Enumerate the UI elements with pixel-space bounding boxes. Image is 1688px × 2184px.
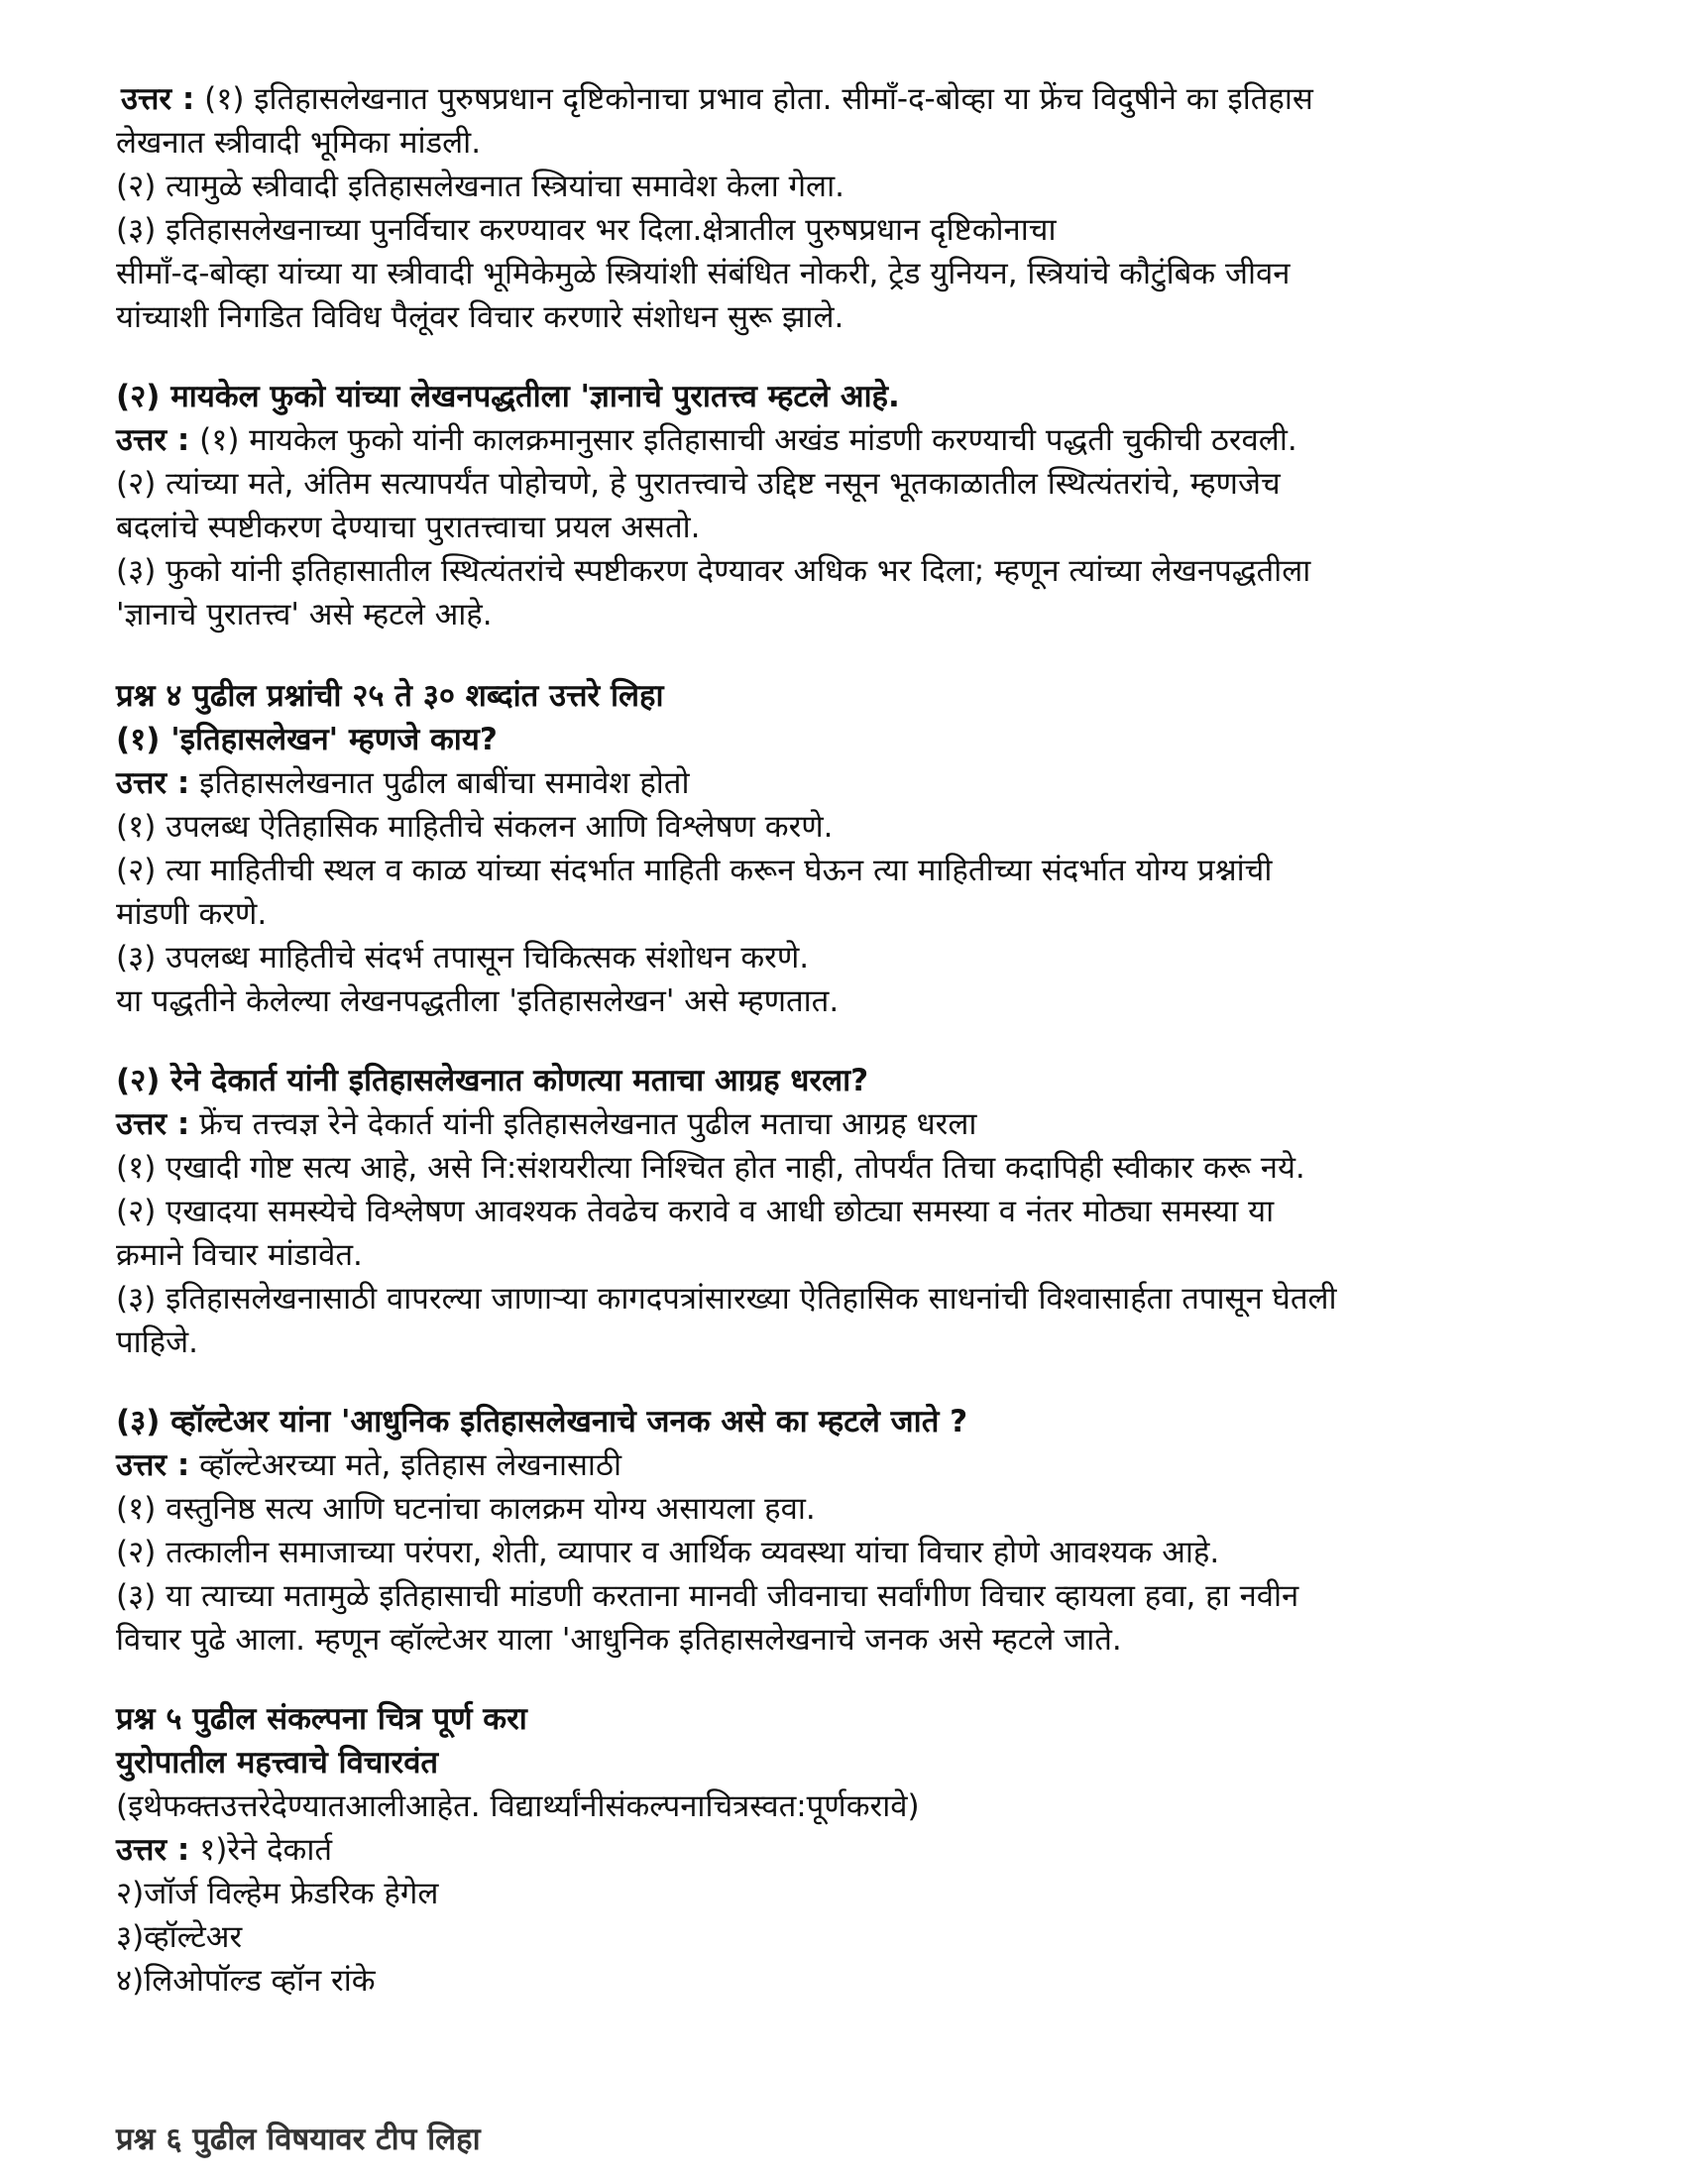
answer-line [121,79,1588,119]
answer-line: २)जॉर्ज विल्हेम फ्रेडरिक हेगेल [116,1876,439,1911]
answer-line: (३) उपलब्ध माहितीचे संदर्भ तपासून चिकित्सक संशोधन करणे. [116,940,810,976]
answer-line: क्रमाने विचार मांडावेत. [116,1237,363,1273]
question-heading: (३) व्हॉल्टेअर यांना 'आधुनिक इतिहासलेखनाचे जनक असे का म्हटले जाते ? [116,1404,968,1439]
answer-label: उत्तर : [116,1106,190,1142]
answer-line: (२) त्यामुळे स्त्रीवादी इतिहासलेखनात स्त्रियांचा समावेश केला गेला. [116,169,844,204]
answer-line: लेखनात स्त्रीवादी भूमिका मांडली. [116,125,482,161]
answer-line: (२) त्यांच्या मते, अंतिम सत्यापर्यंत पोहोचणे, हे पुरातत्त्वाचे उद्दिष्ट नसून भूतकाळातील स्थित्यंतरांचे, म्हणजेच [116,466,1281,502]
answer-label: उत्तर : [116,422,190,458]
answer-line: (१) वस्तुनिष्ठ सत्य आणि घटनांचा कालक्रम योग्य असायला हवा. [116,1491,816,1527]
answer-text: इतिहासलेखनात पुढील बाबींचा समावेश होतो [199,765,690,801]
answer-line: बदलांचे स्पष्टीकरण देण्याचा पुरातत्त्वाचा प्रयल असतो. [116,510,701,545]
section-heading: प्रश्न ५ पुढील संकल्पना चित्र पूर्ण करा [116,1701,527,1737]
answer-line: पाहिजे. [116,1324,198,1360]
answer-line: 'ज्ञानाचे पुरातत्त्व' असे म्हटले आहे. [116,597,493,632]
answer-label: उत्तर : [116,765,190,801]
answer-line [116,1104,1583,1144]
answer-line: या पद्धतीने केलेल्या लेखनपद्धतीला 'इतिहासलेखन' असे म्हणतात. [116,983,840,1019]
answer-line: सीमॉं-द-बोव्हा यांच्या या स्त्रीवादी भूमिकेमुळे स्त्रियांशी संबंधित नोकरी, ट्रेड युनियन, स्त्रियांचे कौटुंबिक जीवन [116,256,1291,291]
answer-line: (२) एखादया समस्येचे विश्लेषण आवश्यक तेवढेच करावे व आधी छोट्या समस्या व नंतर मोठ्या समस्या या [116,1194,1275,1229]
answer-line: ४)लिओपॉल्ड व्हॉन रांके [116,1963,376,1999]
question-heading: युरोपातील महत्त्वाचे विचारवंत [116,1745,439,1781]
cut-off-line [116,2110,631,2157]
answer-line: ३)व्हॉल्टेअर [116,1919,243,1955]
answer-line [116,763,1583,803]
answer-line: मांडणी करणे. [116,896,268,932]
answer-line: यांच्याशी निगडित विविध पैलूंवर विचार करणारे संशोधन सुरू झाले. [116,299,844,335]
answer-line: (३) इतिहासलेखनाच्या पुनर्विचार करण्यावर भर दिला.क्षेत्रातील पुरुषप्रधान दृष्टिकोनाचा [116,212,1057,248]
answer-line: (३) या त्याच्या मतामुळे इतिहासाची मांडणी करताना मानवी जीवनाचा सर्वांगीण विचार व्हायला हवा, हा नवीन [116,1578,1299,1614]
answer-line: (३) फुको यांनी इतिहासातील स्थित्यंतरांचे स्पष्टीकरण देण्यावर अधिक भर दिला; म्हणून त्यांच्या लेखनपद्धतीला [116,553,1311,589]
answer-line [116,1830,1583,1870]
note-text: (इथेफक्तउत्तरेदेण्यातआलीआहेत. विद्यार्थ्यांनीसंकल्पनाचित्रस्वत:पूर्णकरावे) [116,1788,920,1824]
answer-text: व्हॉल्टेअरच्या मते, इतिहास लेखनासाठी [199,1447,622,1483]
question-heading: (२) रेने देकार्त यांनी इतिहासलेखनात कोणत्या मताचा आग्रह धरला? [116,1063,869,1098]
answer-text: (१) इतिहासलेखनात पुरुषप्रधान दृष्टिकोनाचा प्रभाव होता. सीमॉं-द-बोव्हा या फ्रेंच विदुषीने का इतिहास [204,81,1313,117]
answer-line: (१) उपलब्ध ऐतिहासिक माहितीचे संकलन आणि विश्लेषण करणे. [116,809,834,845]
answer-line: विचार पुढे आला. म्हणून व्हॉल्टेअर याला 'आधुनिक इतिहासलेखनाचे जनक असे म्हटले जाते. [116,1622,1122,1658]
answer-label: उत्तर : [121,81,195,117]
answer-text: १)रेने देकार्त [199,1832,333,1868]
cut-off-text: प्रश्न ६ पुढील विषयावर टीप लिहा [116,2122,481,2157]
answer-line: (२) तत्कालीन समाजाच्या परंपरा, शेती, व्यापार व आर्थिक व्यवस्था यांचा विचार होणे आवश्यक आहे. [116,1535,1220,1570]
answer-line: (२) त्या माहितीची स्थल व काळ यांच्या संदर्भात माहिती करून घेऊन त्या माहितीच्या संदर्भात योग्य प्रश्नांची [116,853,1273,888]
answer-line [116,1445,1583,1485]
question-heading: (१) 'इतिहासलेखन' म्हणजे काय? [116,722,498,757]
section-heading: प्रश्न ४ पुढील प्रश्नांची २५ ते ३० शब्दांत उत्तरे लिहा [116,678,664,714]
answer-line: (३) इतिहासलेखनासाठी वापरल्या जाणाऱ्या कागदपत्रांसारख्या ऐतिहासिक साधनांची विश्वासार्हता तपासून घेतली [116,1281,1337,1317]
answer-line: (१) एखादी गोष्ट सत्य आहे, असे नि:संशयरीत्या निश्चित होत नाही, तोपर्यंत तिचा कदापिही स्वीकार करू नये. [116,1150,1305,1186]
answer-label: उत्तर : [116,1832,190,1868]
answer-text: (१) मायकेल फुको यांनी कालक्रमानुसार इतिहासाची अखंड मांडणी करण्याची पद्धती चुकीची ठरवली. [199,422,1297,458]
answer-label: उत्तर : [116,1447,190,1483]
question-heading: (२) मायकेल फुको यांच्या लेखनपद्धतीला 'ज्ञानाचे पुरातत्त्व म्हटले आहे. [116,379,900,414]
answer-text: फ्रेंच तत्त्वज्ञ रेने देकार्त यांनी इतिहासलेखनात पुढील मताचा आग्रह धरला [199,1106,977,1142]
answer-line [116,420,1583,460]
